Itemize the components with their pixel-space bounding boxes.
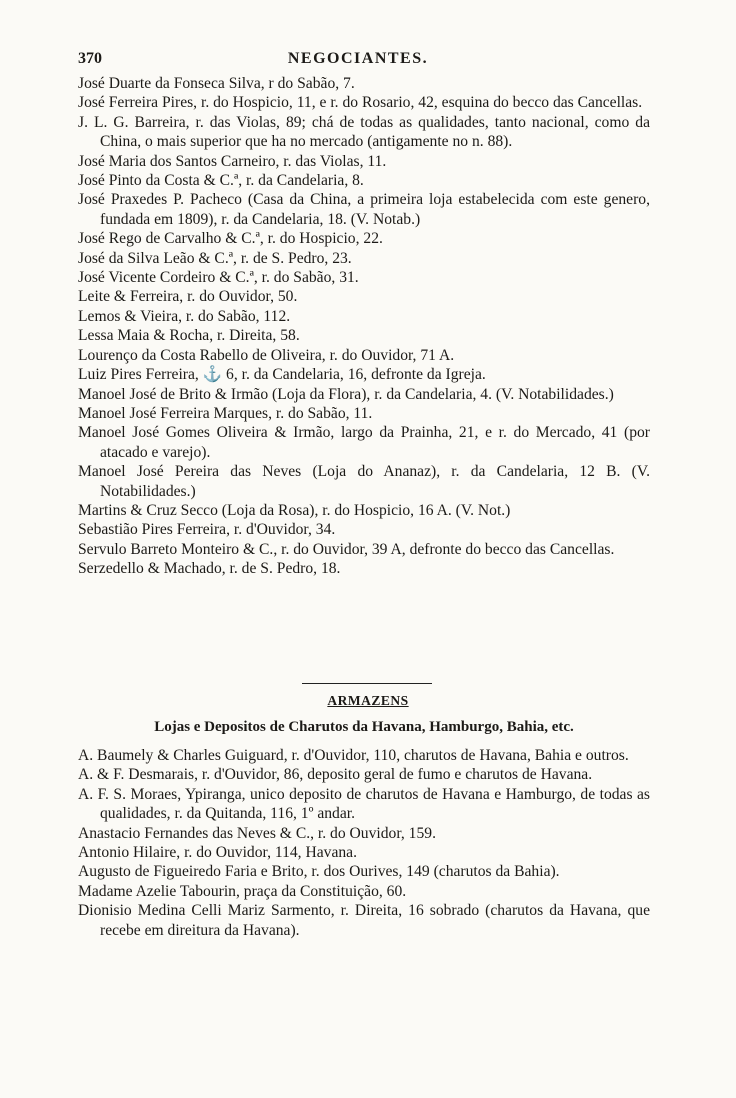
directory-entry: Lourenço da Costa Rabello de Oliveira, r. do Ouvidor, 71 A. bbox=[78, 346, 455, 364]
running-title: NEGOCIANTES. bbox=[287, 50, 429, 67]
directory-entry: José Vicente Cordeiro & C.ª, r. do Sabão, 31. bbox=[78, 269, 359, 287]
directory-entry: Luiz Pires Ferreira, ⚓ 6, r. da Candelaria, 16, defronte da Igreja. bbox=[78, 366, 486, 384]
directory-entry: Anastacio Fernandes das Neves & C., r. do Ouvidor, 159. bbox=[78, 824, 436, 842]
directory-entry: Leite & Ferreira, r. do Ouvidor, 50. bbox=[78, 288, 298, 306]
directory-entry: Manoel José Gomes Oliveira & Irmão, largo da Prainha, 21, e r. do Mercado, 41 (por atacado e varejo). bbox=[78, 424, 650, 461]
directory-entry: Augusto de Figueiredo Faria e Brito, r. dos Ourives, 149 (charutos da Bahia). bbox=[78, 863, 560, 881]
directory-entry: A. & F. Desmarais, r. d'Ouvidor, 86, deposito geral de fumo e charutos de Havana. bbox=[78, 766, 593, 784]
section-divider bbox=[302, 683, 432, 684]
directory-entry: Antonio Hilaire, r. do Ouvidor, 114, Havana. bbox=[78, 844, 357, 862]
directory-entry: Lemos & Vieira, r. do Sabão, 112. bbox=[78, 307, 291, 325]
directory-entry: José Rego de Carvalho & C.ª, r. do Hospicio, 22. bbox=[78, 230, 383, 248]
directory-entry: Manoel José Ferreira Marques, r. do Sabão, 11. bbox=[78, 404, 373, 422]
negociantes-list bbox=[78, 74, 650, 579]
directory-entry: José Duarte da Fonseca Silva, r do Sabão, 7. bbox=[78, 75, 355, 92]
directory-entry: J. L. G. Barreira, r. das Violas, 89; chá de todas as qualidades, tanto nacional, como da China, o mais superior que ha no mercado (antigamente no n. 88). bbox=[78, 113, 650, 151]
page-number: 370 bbox=[78, 50, 102, 67]
directory-entry: Manoel José Pereira das Neves (Loja do Ananaz), r. da Candelaria, 12 B. (V. Notabilidades.) bbox=[78, 463, 650, 500]
directory-entry: Dionisio Medina Celli Mariz Sarmento, r. Direita, 16 sobrado (charutos da Havana, que recebe em direitura da Havana). bbox=[78, 902, 650, 939]
directory-entry: A. F. S. Moraes, Ypiranga, unico deposito de charutos de Havana e Hamburgo, de todas as qualidades, r. da Quitanda, 116, 1º andar. bbox=[78, 785, 650, 823]
page-header bbox=[78, 50, 638, 72]
directory-entry: Servulo Barreto Monteiro & C., r. do Ouvidor, 39 A, defronte do becco das Cancellas. bbox=[78, 540, 615, 558]
directory-entry: Madame Azelie Tabourin, praça da Constituição, 60. bbox=[78, 882, 407, 900]
directory-entry: Manoel José de Brito & Irmão (Loja da Flora), r. da Candelaria, 4. (V. Notabilidades.) bbox=[78, 385, 614, 403]
directory-entry: José Ferreira Pires, r. do Hospicio, 11, e r. do Rosario, 42, esquina do becco das Cancellas. bbox=[78, 94, 643, 112]
directory-entry: José Maria dos Santos Carneiro, r. das Violas, 11. bbox=[78, 152, 387, 170]
directory-entry: José Pinto da Costa & C.ª, r. da Candelaria, 8. bbox=[78, 172, 364, 190]
directory-entry: Lessa Maia & Rocha, r. Direita, 58. bbox=[78, 327, 300, 345]
armazens-list bbox=[78, 746, 650, 940]
directory-entry: A. Baumely & Charles Guiguard, r. d'Ouvidor, 110, charutos de Havana, Bahia e outros. bbox=[78, 747, 629, 764]
directory-entry: Serzedello & Machado, r. de S. Pedro, 18. bbox=[78, 560, 341, 578]
directory-entry: Martins & Cruz Secco (Loja da Rosa), r. do Hospicio, 16 A. (V. Not.) bbox=[78, 501, 511, 519]
directory-entry: José Praxedes P. Pacheco (Casa da China, a primeira loja estabelecida com este genero, fundada em 1809), r. da Candelaria, 18. (V. Notab.) bbox=[78, 191, 650, 228]
section-subtitle: Lojas e Depositos de Charutos da Havana, Hamburgo, Bahia, etc. bbox=[154, 719, 574, 735]
directory-entry: José da Silva Leão & C.ª, r. de S. Pedro, 23. bbox=[78, 249, 352, 267]
section-title: ARMAZENS bbox=[327, 693, 409, 708]
directory-entry: Sebastião Pires Ferreira, r. d'Ouvidor, 34. bbox=[78, 521, 336, 539]
